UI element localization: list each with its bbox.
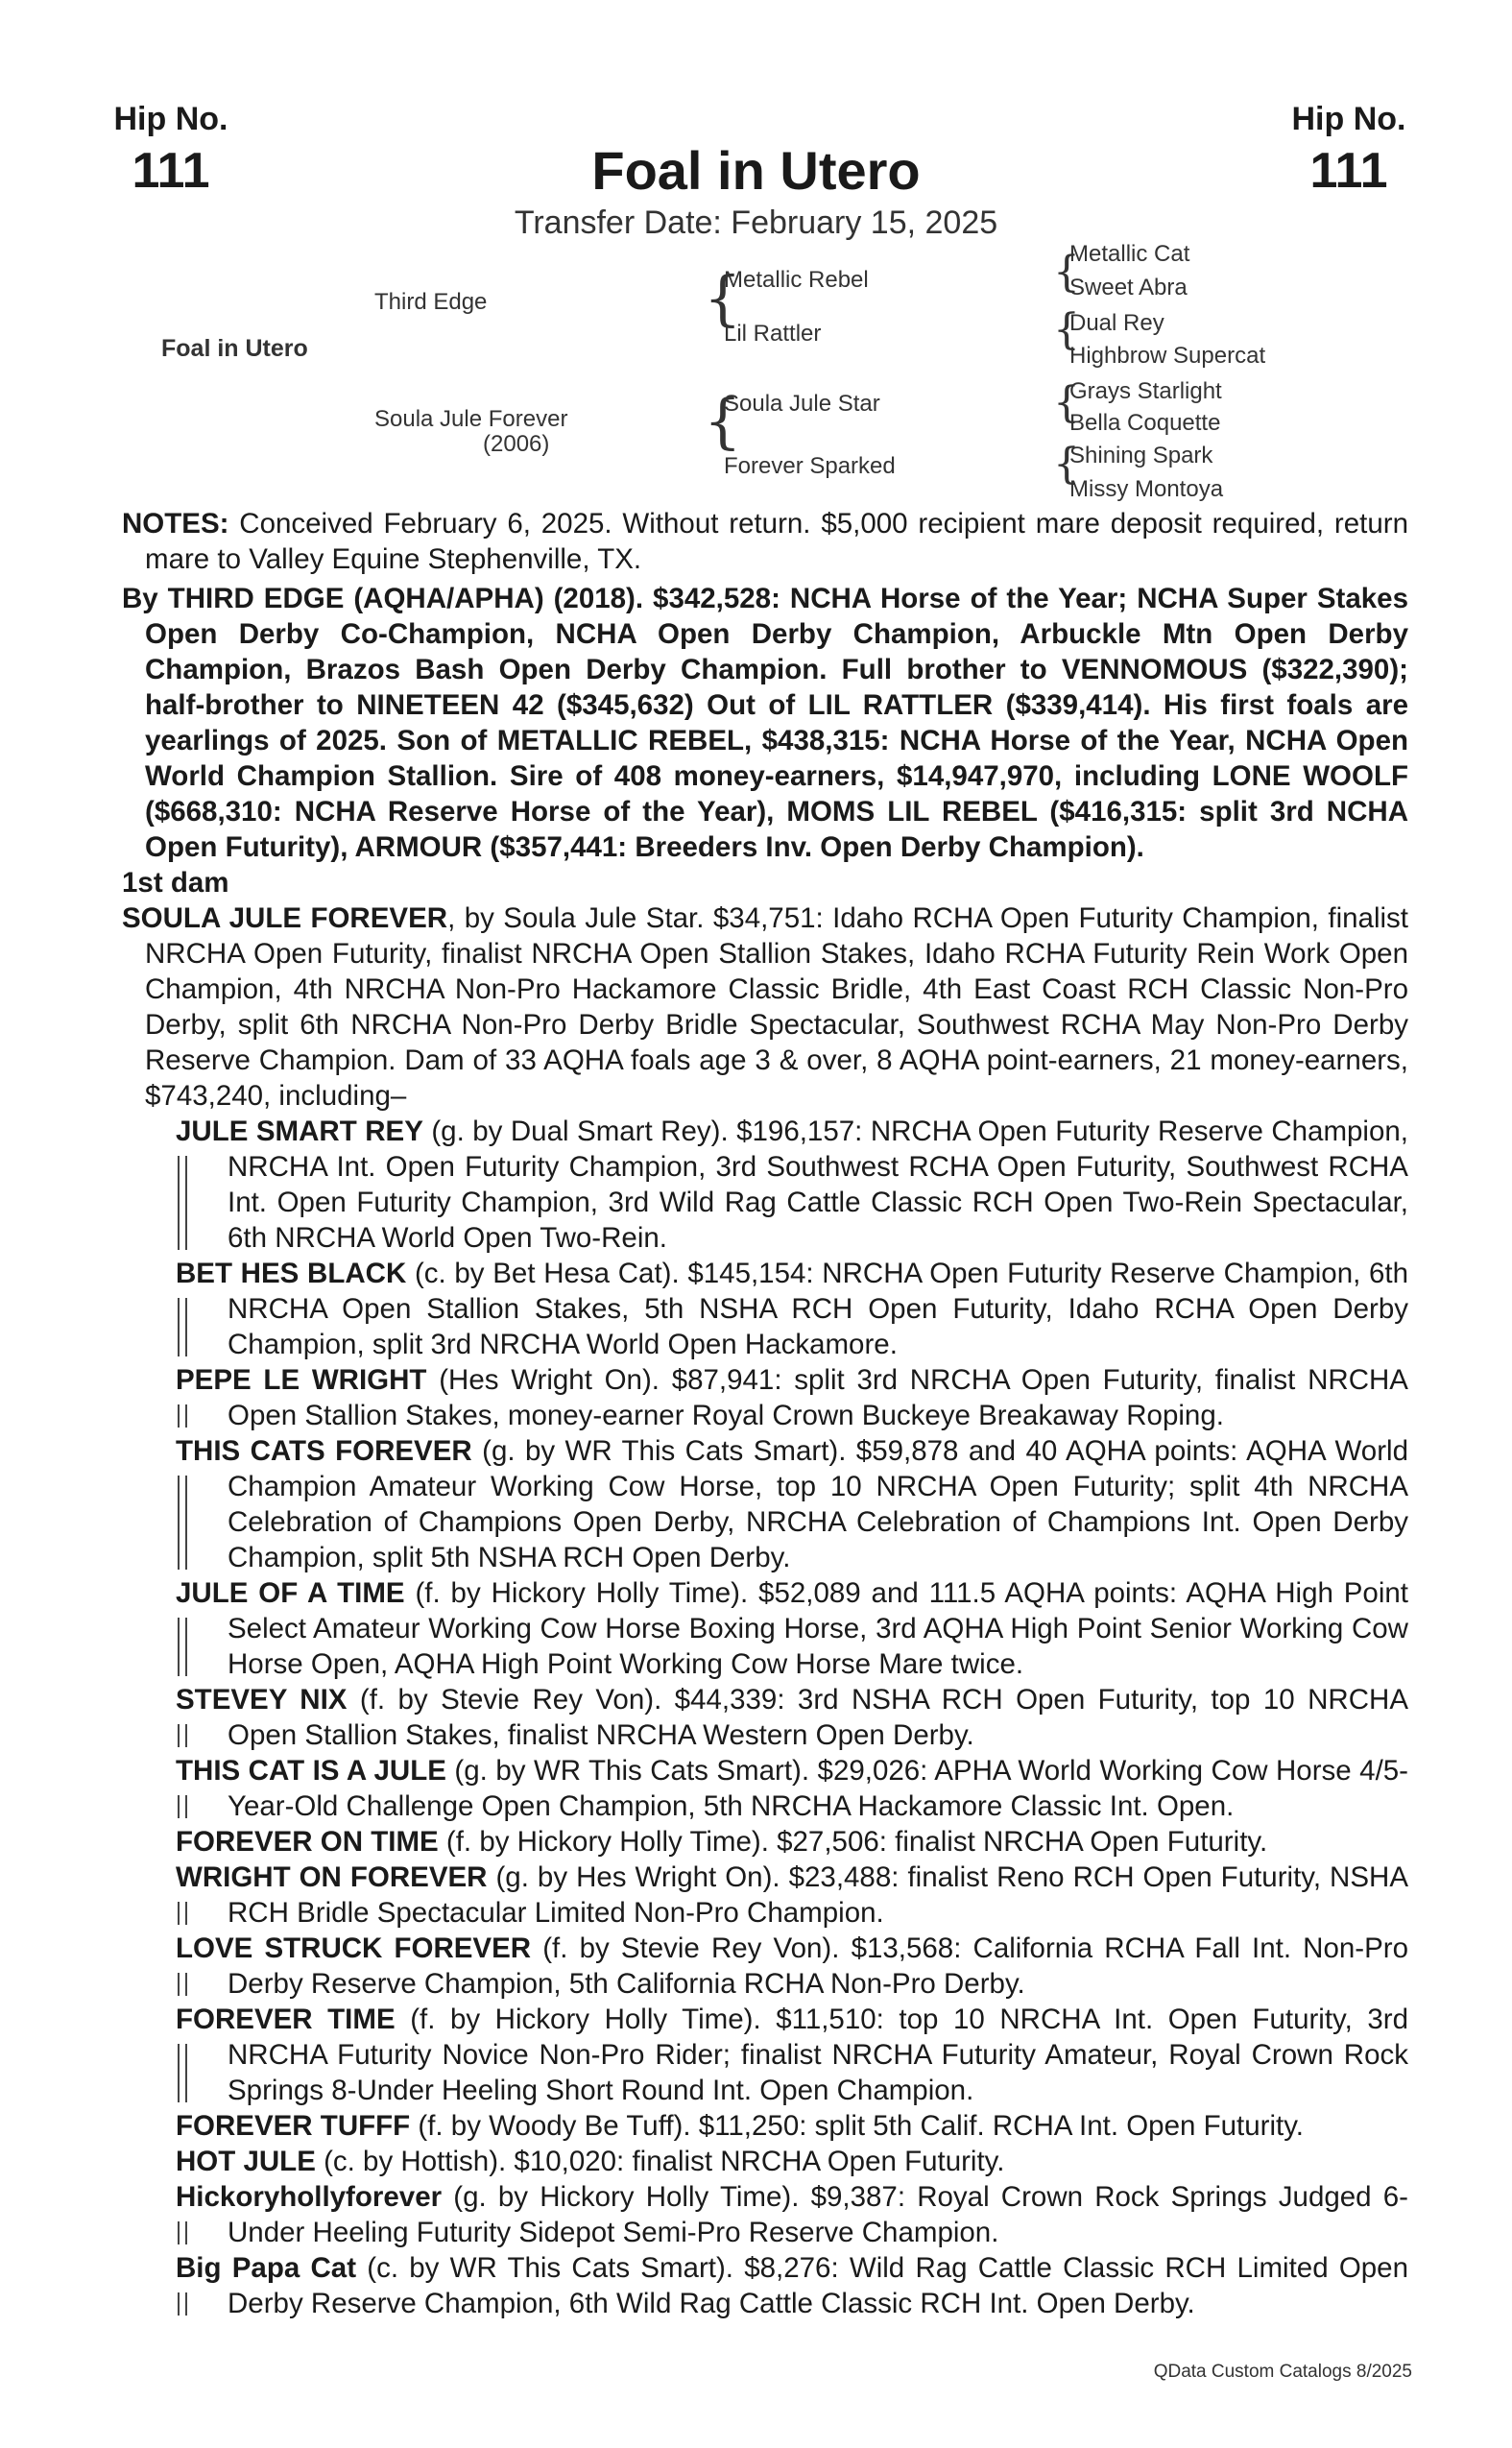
offspring-entry [122,1575,1408,1682]
double-bar-icon [178,2292,187,2316]
offspring-name: HOT JULE [176,2146,316,2177]
offspring-entry [122,2002,1408,2108]
offspring-name: JULE SMART REY [176,1116,423,1147]
offspring-entry [122,2179,1408,2250]
offspring-text: (g. by Hes Wright On). $23,488: finalist Reno RCH Open Futurity, NSHA RCH Bridle Spectacular Limited Non-Pro Champion. [228,1861,1409,1929]
double-bar-icon [178,1156,187,1250]
hip-number: 111 [1309,143,1388,199]
offspring-name: FOREVER ON TIME [176,1826,439,1858]
pedigree-g3: Grays Starlight [1069,378,1222,404]
pedigree-g3: Highbrow Supercat [1069,343,1266,369]
offspring-text: (c. by WR This Cats Smart). $8,276: Wild Rag Cattle Classic RCH Limited Open Derby Reserve Champion, 6th Wild Rag Cattle Classic RCH Int. Open Derby. [228,2252,1408,2319]
pedigree-g3: Missy Montoya [1069,476,1224,502]
offspring-entry [122,1931,1408,2002]
pedigree-sire: Third Edge [374,289,488,315]
double-bar-icon [178,1298,187,1356]
hip-label: Hip No. [1291,101,1406,137]
double-bar-icon [178,1404,187,1428]
notes-label: NOTES: [122,508,229,540]
first-dam-heading: 1st dam [122,867,229,899]
offspring-entry [122,2144,1408,2179]
offspring-name: THIS CATS FOREVER [176,1435,472,1467]
pedigree-g3: Sweet Abra [1069,275,1188,300]
double-bar-icon [178,1973,187,1996]
offspring-list [122,1114,1408,2321]
pedigree-sire-sire: Metallic Rebel [724,267,869,293]
offspring-text: (g. by Hickory Holly Time). $9,387: Royal Crown Rock Springs Judged 6-Under Heeling Futurity Sidepot Semi-Pro Reserve Champion. [228,2181,1408,2248]
double-bar-icon [178,1795,187,1818]
notes [122,506,1408,577]
pedigree-g3: Metallic Cat [1069,241,1190,267]
brace-icon: { [1053,248,1080,297]
offspring-text: (c. by Bet Hesa Cat). $145,154: NRCHA Open Futurity Reserve Champion, 6th NRCHA Open Stallion Stakes, 5th NSHA RCH Open Futurity, Idaho RCHA Open Derby Champion, split 3rd NRCHA World Open Hackamore. [228,1258,1408,1360]
offspring-entry [122,2250,1408,2321]
offspring-entry [122,1433,1408,1575]
footer-credit: QData Custom Catalogs 8/2025 [1153,2362,1412,2382]
offspring-entry [122,1256,1408,1362]
offspring-name: THIS CAT IS A JULE [176,1755,446,1787]
offspring-text: (f. by Hickory Holly Time). $11,510: top 10 NRCHA Int. Open Futurity, 3rd NRCHA Futurity Novice Non-Pro Rider; finalist NRCHA Futurity Amateur, Royal Crown Rock Springs 8-Under Heeling Short Round Int. Open Champion. [228,2004,1408,2106]
pedigree-g3: Shining Spark [1069,443,1213,468]
page-title: Foal in Utero [591,140,921,201]
pedigree-dam-year: (2006) [483,431,550,457]
offspring-text: (f. by Stevie Rey Von). $13,568: California RCHA Fall Int. Non-Pro Derby Reserve Champion, 5th California RCHA Non-Pro Derby. [228,1932,1408,2000]
offspring-name: BET HES BLACK [176,1258,407,1289]
offspring-name: PEPE LE WRIGHT [176,1364,427,1396]
offspring-text: (Hes Wright On). $87,941: split 3rd NRCHA Open Futurity, finalist NRCHA Open Stallion Stakes, money-earner Royal Crown Buckeye Breakaway Roping. [228,1364,1408,1431]
offspring-entry [122,1362,1408,1433]
offspring-name: STEVEY NIX [176,1684,348,1716]
offspring-name: WRIGHT ON FOREVER [176,1861,488,1893]
offspring-name: Hickoryhollyforever [176,2181,443,2213]
pedigree-dam-dam: Forever Sparked [724,453,896,479]
brace-icon: { [1053,305,1080,354]
pedigree-subject: Foal in Utero [161,335,308,362]
pedigree-dam: Soula Jule Forever [374,406,568,432]
offspring-entry [122,2108,1408,2144]
hip-number: 111 [132,143,210,199]
sire-paragraph: By THIRD EDGE (AQHA/APHA) (2018). $342,528: NCHA Horse of the Year; NCHA Super Stakes Open Derby Co-Champion, NCHA Open Derby Champion, Arbuckle Mtn Open Derby Champion, Brazos Bash Open Derby Champion. Full brother to VENNOMOUS ($322,390); half-brother to NINETEEN 42 ($345,632) Out of LIL RATTLER ($339,414). His first foals are yearlings of 2025. Son of METALLIC REBEL, $438,315: NCHA Horse of the Year, NCHA Open World Champion Stallion. Sire of 408 money-earners, $14,947,970, including LONE WOOLF ($668,310: NCHA Reserve Horse of the Year), MOMS LIL REBEL ($416,315: split 3rd NCHA Open Futurity), ARMOUR ($357,441: Breeders Inv. Open Derby Champion). [122,583,1408,863]
double-bar-icon [178,1724,187,1747]
offspring-entry [122,1753,1408,1824]
brace-icon: { [704,386,742,456]
pedigree-sire-dam: Lil Rattler [724,321,822,347]
offspring-text: (g. by WR This Cats Smart). $59,878 and 40 AQHA points: AQHA World Champion Amateur Working Cow Horse, top 10 NRCHA Open Futurity; split 4th NRCHA Celebration of Champions Open Derby, NRCHA Celebration of Champions Int. Open Derby Champion, split 5th NSHA RCH Open Derby. [228,1435,1408,1573]
pedigree-dam-sire: Soula Jule Star [724,391,880,417]
offspring-entry [122,1824,1408,1860]
hip-label: Hip No. [113,101,228,137]
brace-icon: { [1053,378,1080,427]
offspring-name: JULE OF A TIME [176,1577,405,1609]
double-bar-icon [178,1476,187,1570]
brace-icon: { [704,263,742,333]
offspring-name: FOREVER TIME [176,2004,396,2035]
offspring-text: (f. by Hickory Holly Time). $52,089 and 111.5 AQHA points: AQHA High Point Select Amateur Working Cow Horse Boxing Horse, 3rd AQHA High Point Senior Working Cow Horse Open, AQHA High Point Working Cow Horse Mare twice. [228,1577,1408,1680]
offspring-name: Big Papa Cat [176,2252,357,2284]
offspring-text: (f. by Hickory Holly Time). $27,506: finalist NRCHA Open Futurity. [438,1826,1268,1858]
pedigree-g3: Dual Rey [1069,310,1164,336]
catalog-body [122,506,1408,2321]
double-bar-icon [178,2044,187,2102]
offspring-entry [122,1860,1408,1931]
brace-icon: { [1053,440,1080,489]
offspring-name: LOVE STRUCK FOREVER [176,1932,532,1964]
first-dam-paragraph [122,900,1408,1114]
offspring-text: (c. by Hottish). $10,020: finalist NRCHA Open Futurity. [315,2146,1005,2177]
pedigree-g3: Bella Coquette [1069,410,1221,436]
offspring-entry [122,1682,1408,1753]
offspring-text: (g. by Dual Smart Rey). $196,157: NRCHA Open Futurity Reserve Champion, NRCHA Int. Open Futurity Champion, 3rd Southwest RCHA Open Futurity, Southwest RCHA Int. Open Futurity Champion, 3rd Wild Rag Cattle Classic RCH Open Two-Rein Spectacular, 6th NRCHA World Open Two-Rein. [228,1116,1408,1254]
notes-text: Conceived February 6, 2025. Without return. $5,000 recipient mare deposit required, return mare to Valley Equine Stephenville, TX. [145,508,1408,575]
offspring-name: FOREVER TUFFF [176,2110,411,2142]
first-dam-text: , by Soula Jule Star. $34,751: Idaho RCHA Open Futurity Champion, finalist NRCHA Open Futurity, finalist NRCHA Open Stallion Stakes, Idaho RCHA Futurity Rein Work Open Champion, 4th NRCHA Non-Pro Hackamore Classic Bridle, 4th East Coast RCH Classic Non-Pro Derby, split 6th NRCHA Non-Pro Derby Bridle Spectacular, Southwest RCHA May Non-Pro Derby Reserve Champion. Dam of 33 AQHA foals age 3 & over, 8 AQHA point-earners, 21 money-earners, $743,240, including– [145,902,1408,1112]
offspring-text: (g. by WR This Cats Smart). $29,026: APHA World Working Cow Horse 4/5-Year-Old Challenge Open Champion, 5th NRCHA Hackamore Classic Int. Open. [228,1755,1409,1822]
offspring-entry [122,1114,1408,1256]
first-dam-name: SOULA JULE FOREVER [122,902,448,934]
offspring-text: (f. by Woody Be Tuff). $11,250: split 5th Calif. RCHA Int. Open Futurity. [410,2110,1304,2142]
offspring-text: (f. by Stevie Rey Von). $44,339: 3rd NSHA RCH Open Futurity, top 10 NRCHA Open Stallion Stakes, finalist NRCHA Western Open Derby. [228,1684,1408,1751]
double-bar-icon [178,2221,187,2244]
double-bar-icon [178,1902,187,1925]
transfer-date: Transfer Date: February 15, 2025 [514,204,998,241]
double-bar-icon [178,1618,187,1676]
